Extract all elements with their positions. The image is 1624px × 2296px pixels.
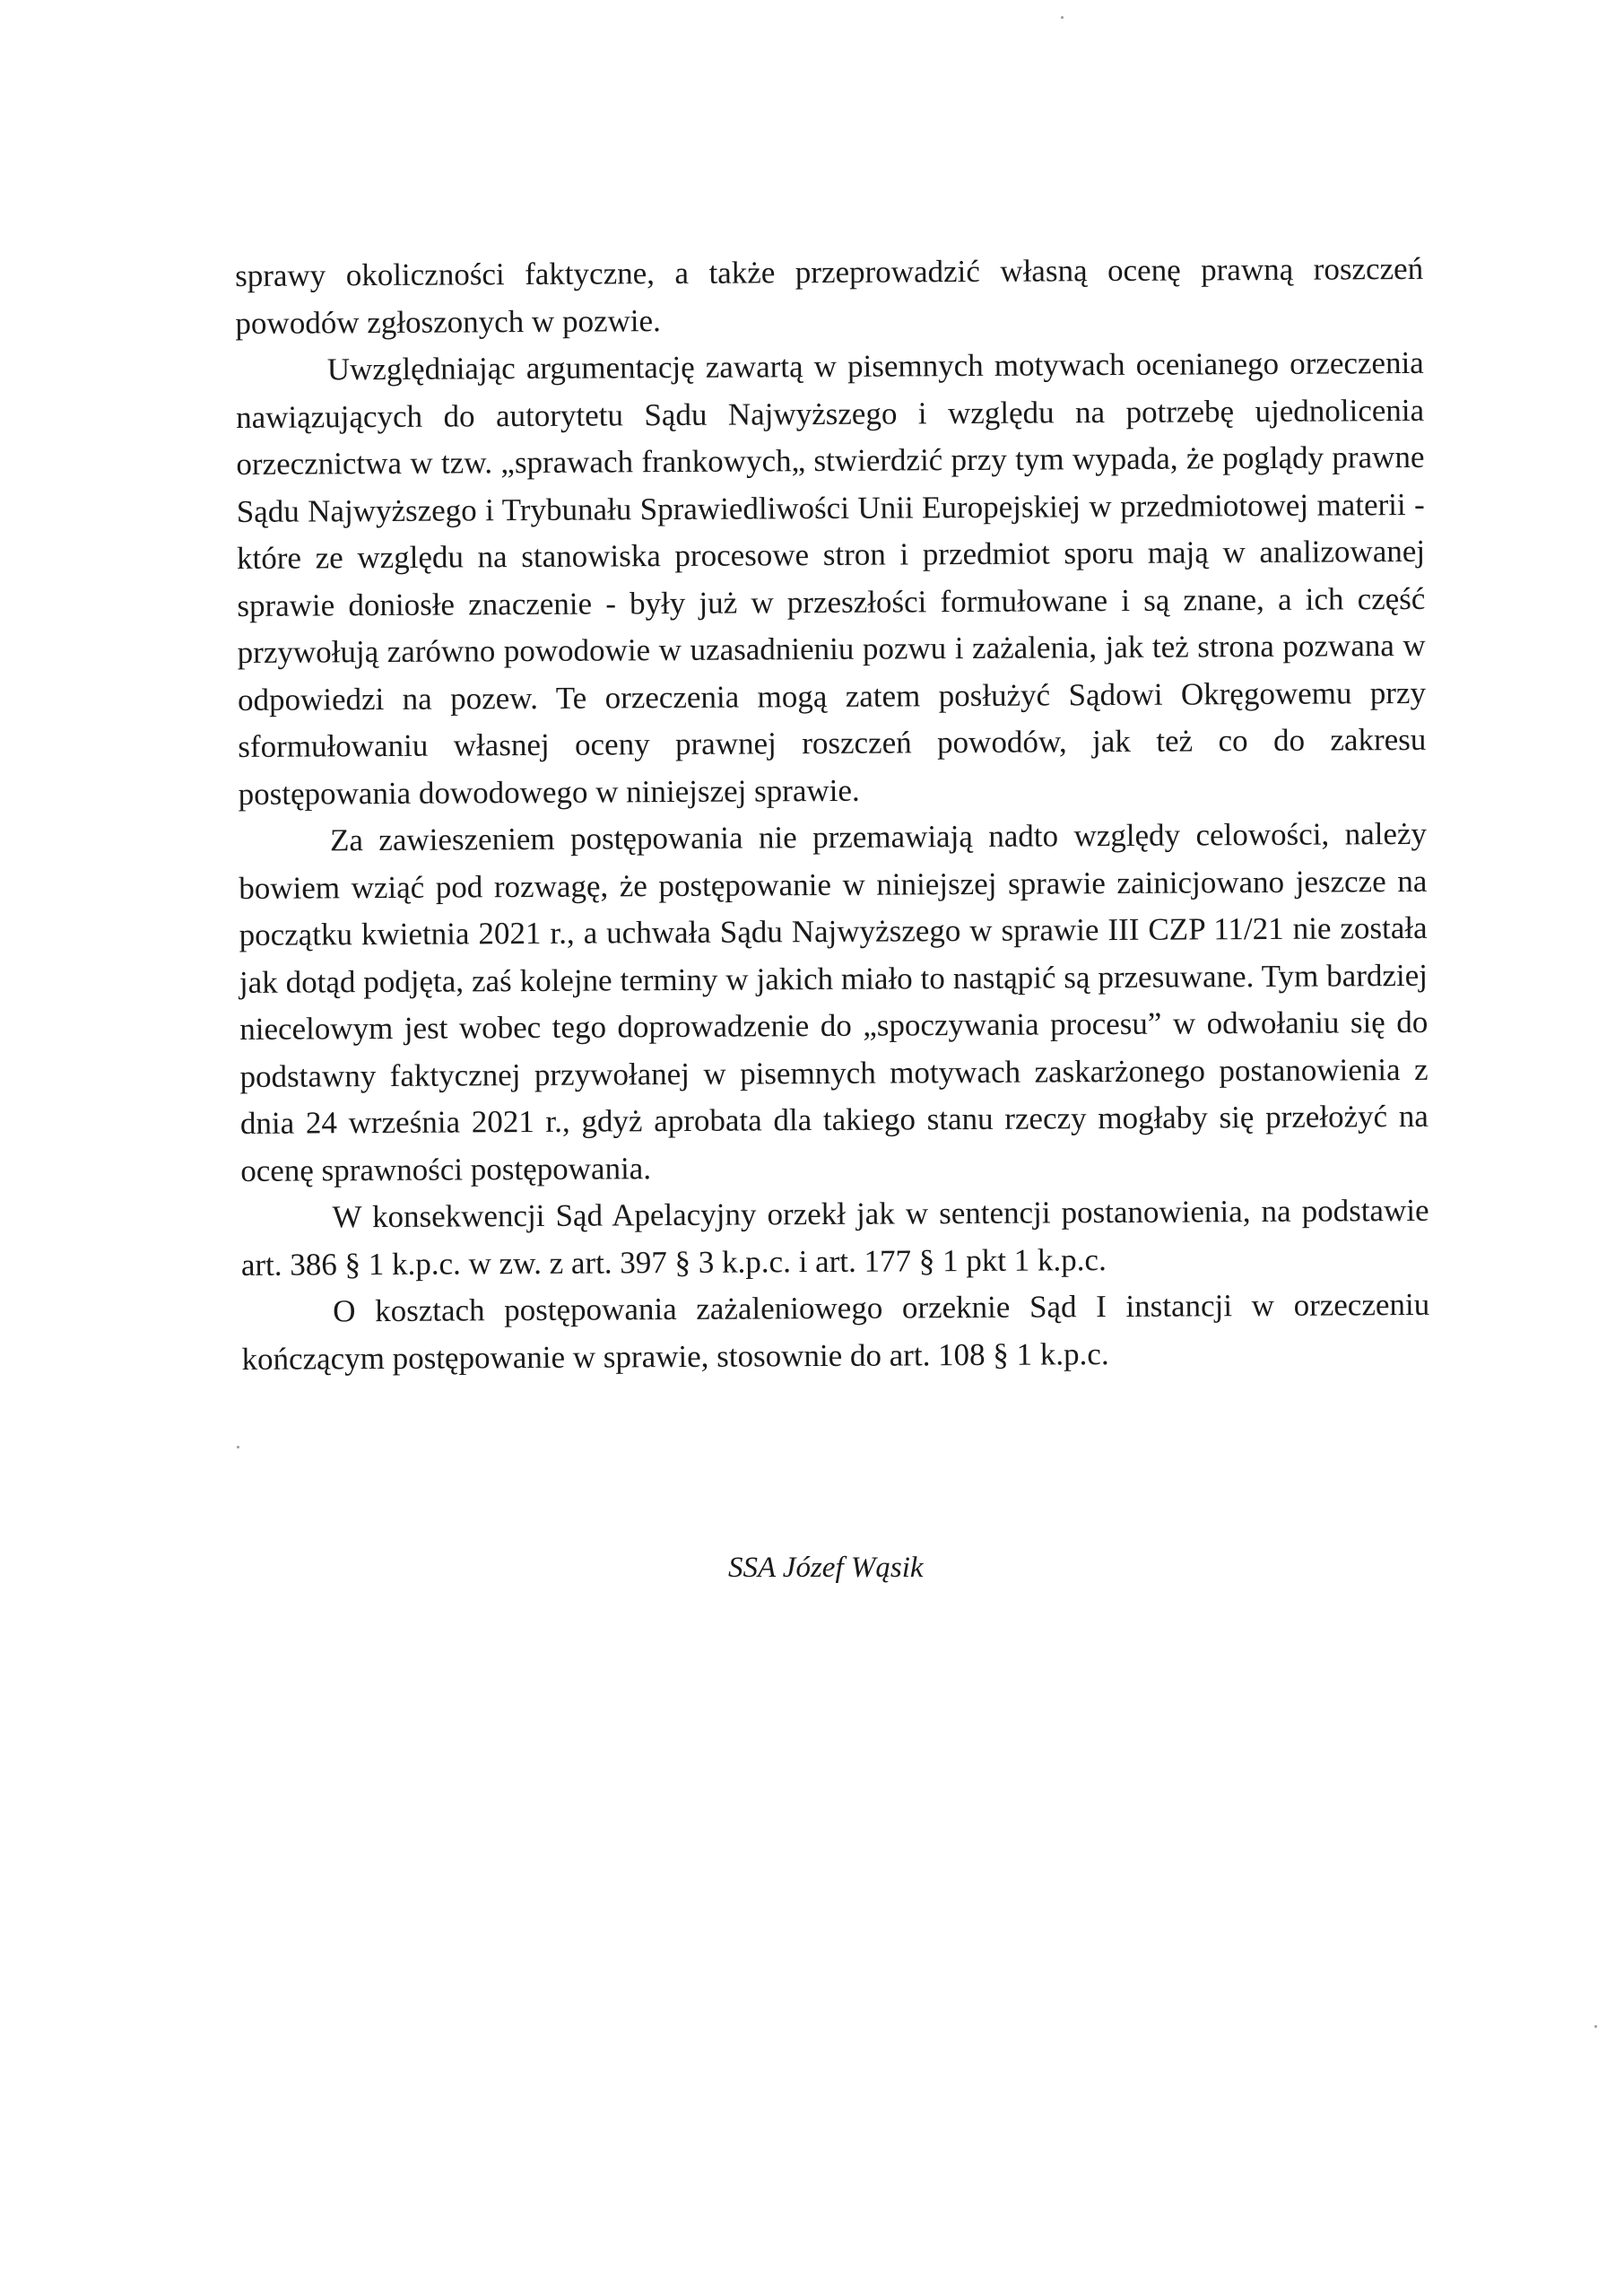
paragraph-expediency: Za zawieszeniem postępowania nie przemawiają nadto względy celowości, należy bowiem wziąć pod rozwagę, że postępowanie w niniejszej sprawie zainicjowano jeszcze na początku kwietnia 2021 r., a uchwała Sądu Najwyższego w sprawie III CZP 11/21 nie została jak dotąd podjęta, zaś kolejne terminy w jakich miało to nastąpić są przesuwane. Tym bardziej niecelowym jest wobec tego doprowadzenie do „spoczywania procesu” w odwołaniu się do podstawny faktycznej przywołanej w pisemnych motywach zaskarżonego postanowienia z dnia 24 września 2021 r., gdyż aprobata dla takiego stanu rzeczy mogłaby się przełożyć na ocenę sprawności postępowania. <box>239 815 1429 1188</box>
paragraph-continuation: sprawy okoliczności faktyczne, a także przeprowadzić własną ocenę prawną roszczeń powodów zgłoszonych w pozwie. <box>235 250 1424 341</box>
paragraph-argumentation: Uwzględniając argumentację zawartą w pisemnych motywach ocenianego orzeczenia nawiązujących do autorytetu Sądu Najwyższego i względu na potrzebę ujednolicenia orzecznictwa w tzw. „sprawach frankowych„ stwierdzić przy tym wypada, że poglądy prawne Sądu Najwyższego i Trybunału Sprawiedliwości Unii Europejskiej w przedmiotowej materii - które ze względu na stanowiska procesowe stron i przedmiot sporu mają w analizowanej sprawie doniosłe znaczenie - były już w przeszłości formułowane i są znane, a ich część przywołują zarówno powodowie w uzasadnieniu pozwu i zażalenia, jak też strona pozwana w odpowiedzi na pozew. Te orzeczenia mogą zatem posłużyć Sądowi Okręgowemu przy sformułowaniu własnej oceny prawnej roszczeń powodów, jak też co do zakresu postępowania dowodowego w niniejszej sprawie. <box>235 344 1427 812</box>
scan-speck <box>1594 2025 1597 2028</box>
scan-speck <box>237 1446 239 1448</box>
paragraph-costs: O kosztach postępowania zażaleniowego orzeknie Sąd I instancji w orzeczeniu kończącym postępowanie w sprawie, stosownie do art. 108 § 1 k.p.c. <box>241 1286 1430 1377</box>
judge-signature: SSA Józef Wąsik <box>728 1552 924 1584</box>
paragraph-ruling-basis: W konsekwencji Sąd Apelacyjny orzekł jak w sentencji postanowienia, na podstawie art. 386 § 1 k.p.c. w zw. z art. 397 § 3 k.p.c. i art. 177 § 1 pkt 1 k.p.c. <box>240 1192 1429 1283</box>
document-body <box>235 246 1430 1383</box>
scan-speck <box>1061 16 1064 19</box>
